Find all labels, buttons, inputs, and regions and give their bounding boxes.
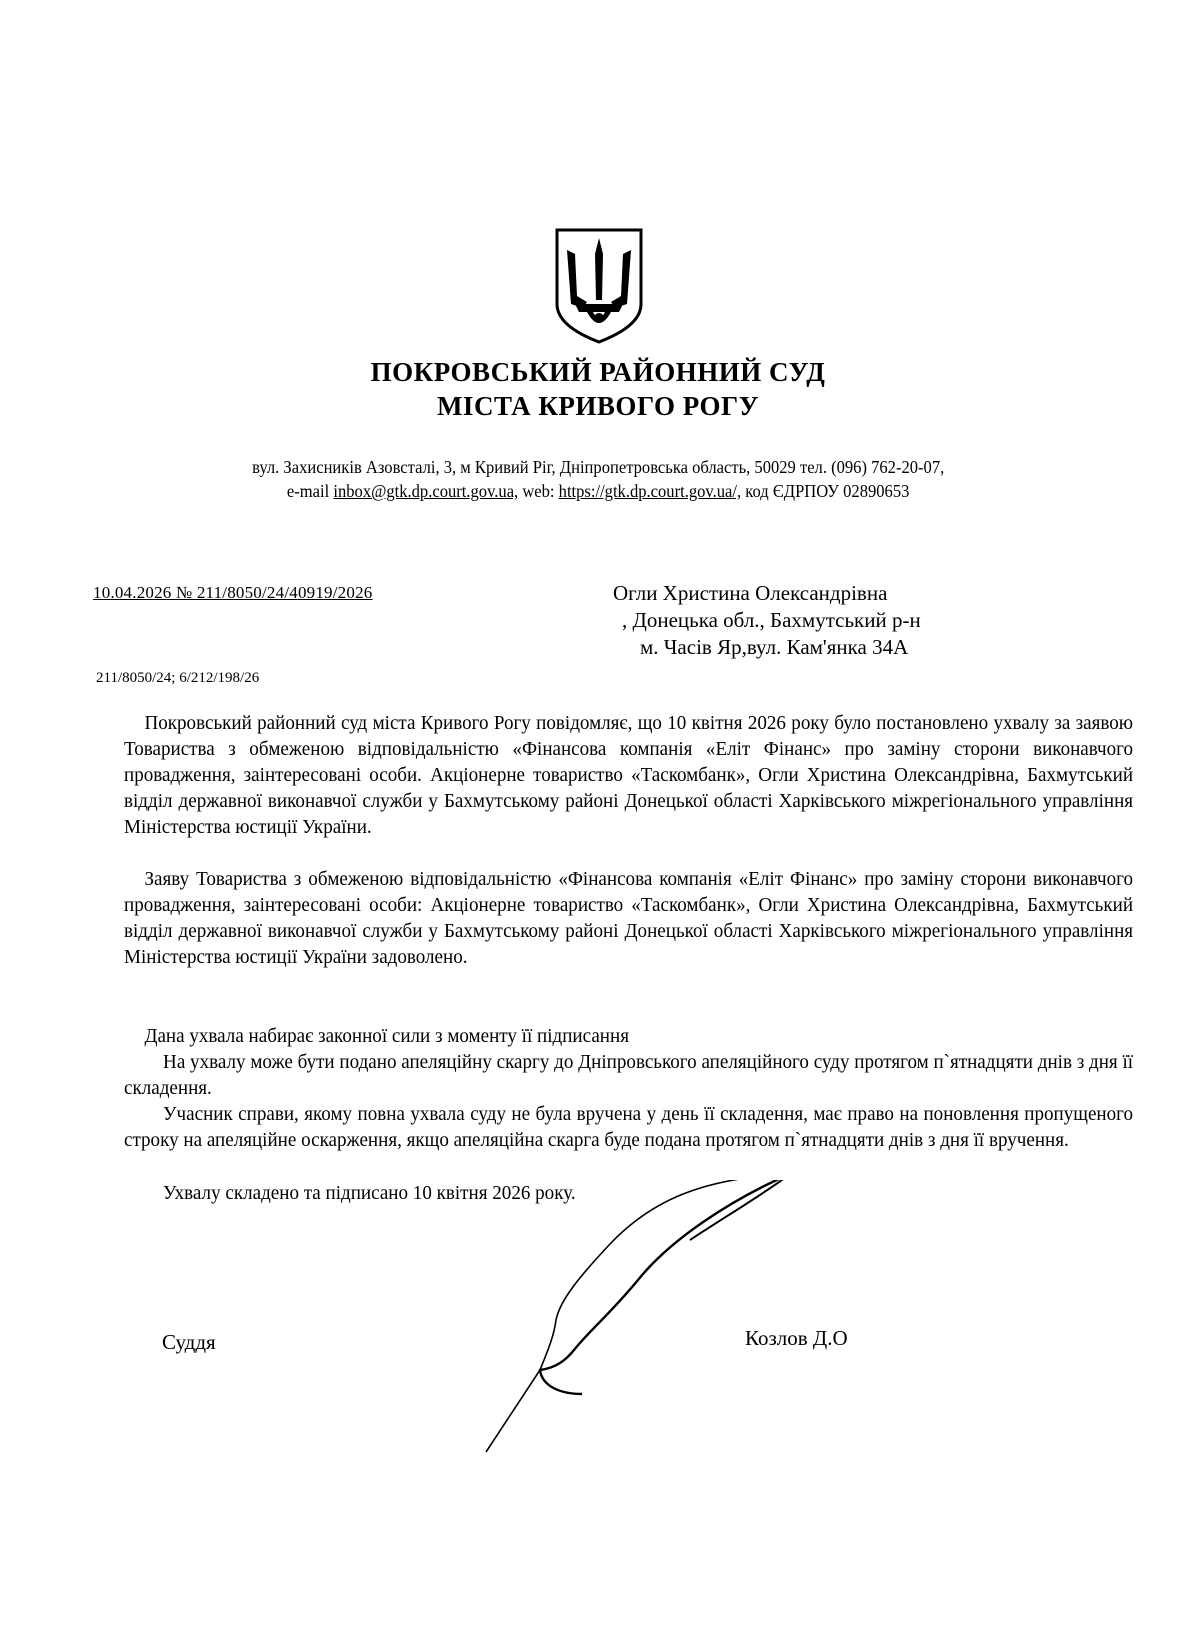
judge-label: Суддя xyxy=(162,1330,216,1354)
body-paragraph-3-container xyxy=(124,1023,1134,1049)
body-paragraph: На ухвалу може бути подано апеляційну скаргу до Дніпровського апеляційного суду протягом п`ятнадцяти днів з дня її складення. xyxy=(124,1051,1134,1099)
body-paragraph-5-container xyxy=(124,1101,1134,1153)
outgoing-date-number: 10.04.2026 № 211/8050/24/40919/2026 xyxy=(93,583,373,602)
body-paragraph: Учасник справи, якому повна ухвала суду не була вручена у день її складення, має право на поновлення пропущеного строку на апеляційне оскарження, якщо апеляційна скарга буде подана протягом п`ятнадцяти днів з дня її вручення. xyxy=(124,1103,1134,1151)
court-address: вул. Захисників Азовсталі, 3, м Кривий Ріг, Дніпропетровська область, 50029 тел. (096) 762-20-07, xyxy=(252,457,945,477)
body-paragraph: Дана ухвала набирає законної сили з моменту її підписання xyxy=(144,1025,629,1047)
web-label: web: xyxy=(522,481,555,501)
email-label: e-mail xyxy=(286,481,330,501)
signature-icon xyxy=(470,1180,800,1560)
tryzub-emblem-icon xyxy=(553,226,645,346)
email-link[interactable]: inbox@gtk.dp.court.gov.ua, xyxy=(333,481,519,501)
recipient-region: , Донецька обл., Бахмутський р-н xyxy=(622,608,921,632)
body-paragraph: Заяву Товариства з обмеженою відповідальністю «Фінансова компанія «Еліт Фінанс» про заміну сторони виконавчого провадження, заінтересовані особи: Акціонерне товариство «Таскомбанк», Огли Христина Олександрівна, Бахмутський відділ державної виконавчої служби у Бахмутському районі Донецької області Харківського міжрегіонального управління Міністерства юстиції України задоволено. xyxy=(124,868,1134,968)
court-name-line1: ПОКРОВСЬКИЙ РАЙОННИЙ СУД xyxy=(370,357,826,387)
court-name-line2: МІСТА КРИВОГО РОГУ xyxy=(436,391,760,421)
court-contacts xyxy=(48,479,1148,503)
edrpou-code: код ЄДРПОУ 02890653 xyxy=(745,481,910,501)
case-numbers: 211/8050/24; 6/212/198/26 xyxy=(96,670,260,686)
body-paragraph-2-container xyxy=(124,866,1134,970)
body-paragraph: Покровський районний суд міста Кривого Рогу повідомляє, що 10 квітня 2026 року було постановлено ухвалу за заявою Товариства з обмеженою відповідальністю «Фінансова компанія «Еліт Фінанс» про заміну сторони виконавчого провадження, заінтересовані особи. Акціонерне товариство «Таскомбанк», Огли Христина Олександрівна, Бахмутський відділ державної виконавчої служби у Бахмутському районі Донецької області Харківського міжрегіонального управління Міністерства юстиції України. xyxy=(124,712,1134,838)
body-paragraph: Ухвалу складено та підписано 10 квітня 2026 року. xyxy=(163,1182,576,1204)
recipient-address: м. Часів Яр,вул. Кам'янка 34А xyxy=(640,635,909,659)
body-paragraph-4-container xyxy=(124,1049,1134,1101)
body-paragraph-1-container xyxy=(124,710,1134,840)
web-link[interactable]: https://gtk.dp.court.gov.ua/, xyxy=(558,481,742,501)
judge-name: Козлов Д.О xyxy=(745,1326,848,1350)
recipient-name: Огли Христина Олександрівна xyxy=(613,581,888,605)
